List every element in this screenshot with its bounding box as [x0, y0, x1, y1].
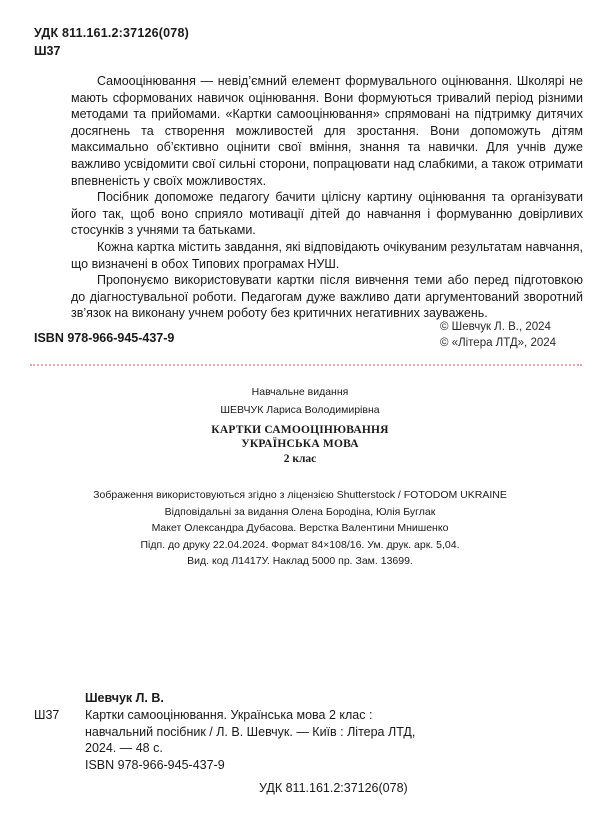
- book-title: КАРТКИ САМООЦІНЮВАННЯ: [211, 424, 389, 436]
- responsible-editors: Відповідальні за видання Олена Бородіна, Юлія Буглак: [164, 506, 436, 518]
- author-sign-code: Ш37: [34, 44, 61, 58]
- udk-code: УДК 811.161.2:37126(078): [34, 26, 189, 40]
- grade-label: 2 клас: [283, 453, 317, 465]
- catalog-author: Шевчук Л. В.: [85, 691, 164, 705]
- intro-paragraph: Посібник допоможе педагогу бачити цілісну картину оцінювання та організувати його так, щоб воно сприяло мотивації дітей до навчання і формуванню довірливих стосунків з учнями та батьками.: [71, 190, 583, 238]
- catalog-line: навчальний посібник / Л. В. Шевчук. — Київ : Літера ЛТД,: [85, 724, 416, 739]
- intro-paragraph: Кожна картка містить завдання, які відповідають очікуваним результатам навчання, що визначені в обох Типових програмах НУШ.: [71, 239, 583, 271]
- catalog-line: ISBN 978-966-945-437-9: [85, 757, 225, 772]
- edition-type: Навчальне видання: [251, 386, 349, 398]
- catalog-description: [85, 707, 489, 773]
- intro-paragraph: Пропонуємо використовувати картки після вивчення теми або перед підготовкою до діагностувальної роботи. Педагогам дуже важливо дати аргументований зворотний зв’язок на виконану учнем роботу без критичних негативних зауважень.: [71, 273, 583, 321]
- catalog-line: 2024. — 48 с.: [85, 741, 163, 756]
- dotted-divider: [30, 364, 582, 366]
- catalog-udk: УДК 811.161.2:37126(078): [259, 781, 408, 795]
- author-full-name: ШЕВЧУК Лариса Володимирівна: [220, 404, 380, 416]
- book-subtitle: УКРАЇНСЬКА МОВА: [241, 438, 359, 450]
- publication-codes: Вид. код Л1417У. Наклад 5000 пр. Зам. 13699.: [187, 555, 413, 567]
- layout-credits: Макет Олександра Дубасова. Верстка Валентини Мнишенко: [151, 522, 449, 534]
- copyright-author: © Шевчук Л. В., 2024: [440, 321, 551, 333]
- intro-text: [71, 73, 583, 322]
- license-note: Зображення використовуються згідно з ліцензією Shutterstock / FOTODOM UKRAINE: [93, 489, 507, 501]
- intro-paragraph: Самооцінювання — невід’ємний елемент формувального оцінювання. Школярі не мають сформованих навичок оцінювання. Вони формуються тривалий період різними методами та прийомами. «Картки самооцінювання» спрямовані на підтримку дитячих досягнень та створення можливостей для зростання. Вони допоможуть дітям максимально об’єктивно оцінити свої вміння, знання та навички. Для учнів дуже важливо усвідомити свої сильні сторони, попрацювати над слабкими, а також отримати впевненість у своїх можливостях.: [71, 74, 583, 188]
- copyright-publisher: © «Літера ЛТД», 2024: [440, 337, 557, 349]
- printing-info: Підп. до друку 22.04.2024. Формат 84×108/16. Ум. друк. арк. 5,04.: [140, 539, 460, 551]
- isbn: ISBN 978-966-945-437-9: [34, 331, 175, 345]
- catalog-line: Картки самооцінювання. Українська мова 2 клас :: [85, 708, 373, 722]
- catalog-code: Ш37: [34, 708, 60, 722]
